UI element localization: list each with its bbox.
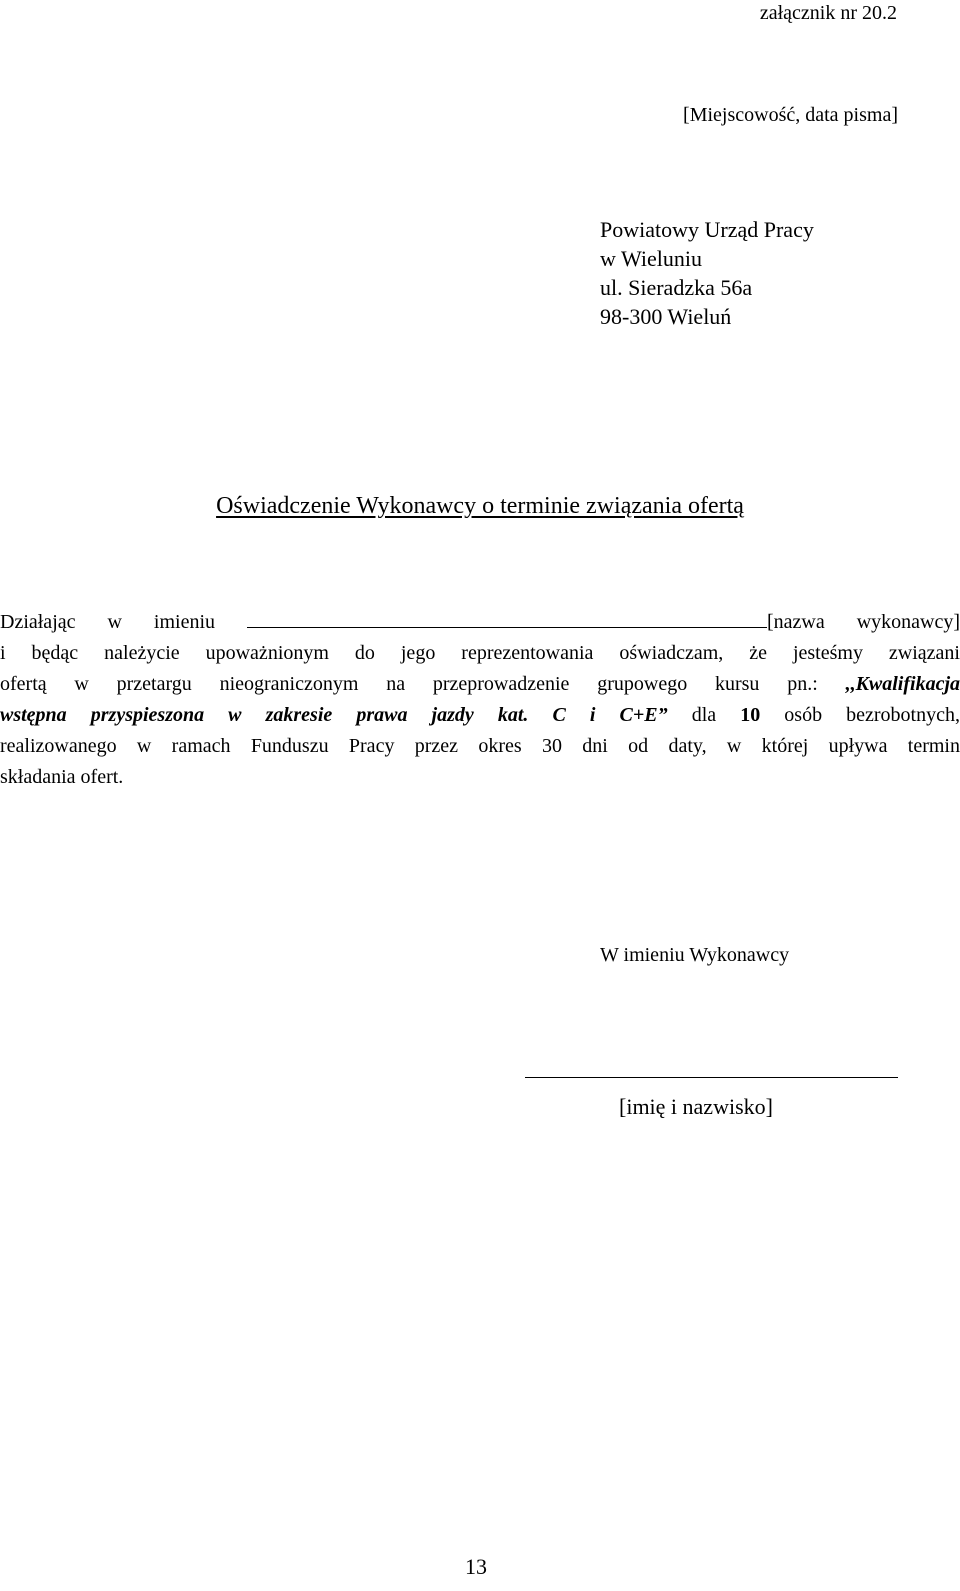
document-title: Oświadczenie Wykonawcy o terminie związania ofertą: [216, 493, 744, 519]
statement-line-1: [0, 607, 960, 638]
statement-line-6: składania ofert.: [0, 766, 124, 788]
statement-body: [0, 607, 960, 793]
statement-line-2: i będąc należycie upoważnionym do jego reprezentowania oświadczam, że jesteśmy związani: [0, 642, 960, 664]
contractor-name-blank: [247, 609, 767, 628]
addressee-line-postcode: 98-300 Wieluń: [600, 304, 732, 329]
course-name-part-2: wstępna przyspieszona w zakresie prawa jazdy kat. C i C+E”: [0, 704, 668, 726]
addressee-block: [600, 215, 814, 331]
addressee-line-city: w Wieluniu: [600, 246, 702, 271]
page-number: 13: [465, 1554, 487, 1579]
statement-line-4-dla: dla: [691, 704, 717, 726]
addressee-line-street: ul. Sieradzka 56a: [600, 275, 753, 300]
acting-prefix: Działając w imieniu: [0, 611, 215, 633]
statement-line-4: [0, 700, 960, 731]
place-date-placeholder: [Miejscowość, data pisma]: [683, 104, 898, 126]
course-name-part-1: ,,Kwalifikacja: [845, 673, 960, 695]
statement-line-5: realizowanego w ramach Funduszu Pracy przez okres 30 dni od daty, w której upływa termin: [0, 735, 960, 757]
participant-count: 10: [740, 704, 761, 726]
statement-line-4-suffix: osób bezrobotnych,: [784, 704, 960, 726]
contractor-placeholder: [nazwa wykonawcy]: [766, 611, 960, 633]
signature-line: [525, 1077, 898, 1078]
signer-name-placeholder: [imię i nazwisko]: [619, 1094, 773, 1119]
statement-line-3: [0, 669, 960, 700]
statement-line-3-prefix: ofertą w przetargu nieograniczonym na przeprowadzenie grupowego kursu pn.:: [0, 673, 818, 695]
attachment-label: załącznik nr 20.2: [759, 2, 897, 24]
addressee-line-office: Powiatowy Urząd Pracy: [600, 217, 814, 242]
on-behalf-label: W imieniu Wykonawcy: [600, 944, 790, 966]
